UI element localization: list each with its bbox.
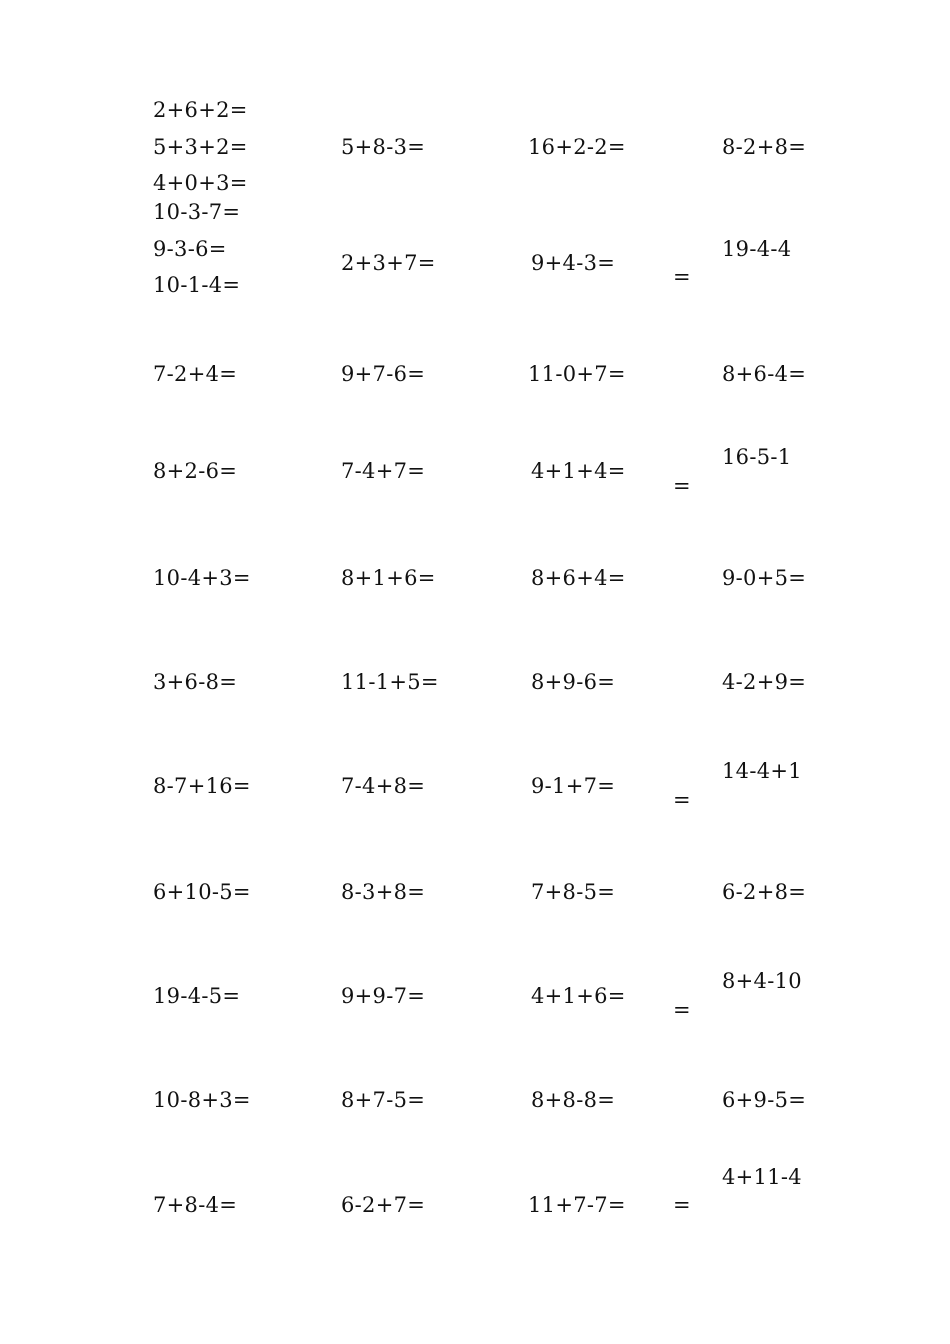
equation: 6+9-5= [722, 1088, 807, 1112]
equation: 4-2+9= [722, 670, 807, 694]
equation: 8-7+16= [153, 774, 251, 798]
equation: 11-1+5= [341, 670, 439, 694]
equation: 7+8-4= [153, 1193, 238, 1217]
equation: 7-2+4= [153, 362, 238, 386]
equation: 4+1+4= [531, 459, 626, 483]
equation: 9+9-7= [341, 984, 426, 1008]
equation: 16+2-2= [528, 135, 626, 159]
equation: 9-3-6= [153, 237, 227, 261]
equation: 10-1-4= [153, 273, 241, 297]
equation: 16-5-1 [722, 445, 792, 469]
equation: 14-4+1 [722, 759, 802, 783]
equation: 8+6-4= [722, 362, 807, 386]
equation: 3+6-8= [153, 670, 238, 694]
equation: 4+0+3= [153, 171, 248, 195]
equation: 11+7-7= [528, 1193, 626, 1217]
equation: 8+9-6= [531, 670, 616, 694]
equation: 9-0+5= [722, 566, 807, 590]
equation: 5+3+2= [153, 135, 248, 159]
equation: 8+7-5= [341, 1088, 426, 1112]
equation: 19-4-4 [722, 237, 792, 261]
equation-equals-sign: = [673, 788, 691, 812]
equation: 19-4-5= [153, 984, 241, 1008]
equation: 7-4+8= [341, 774, 426, 798]
equation-equals-sign: = [673, 1193, 691, 1217]
equation: 8-2+8= [722, 135, 807, 159]
equation: 4+11-4 [722, 1165, 802, 1189]
equation-equals-sign: = [673, 474, 691, 498]
equation: 10-4+3= [153, 566, 251, 590]
equation: 4+1+6= [531, 984, 626, 1008]
equation: 8+8-8= [531, 1088, 616, 1112]
equation-equals-sign: = [673, 265, 691, 289]
equation: 9+7-6= [341, 362, 426, 386]
equation: 9-1+7= [531, 774, 616, 798]
equation: 8+6+4= [531, 566, 626, 590]
equation: 8-3+8= [341, 880, 426, 904]
equation-equals-sign: = [673, 998, 691, 1022]
equation: 6-2+8= [722, 880, 807, 904]
equation: 9+4-3= [531, 251, 616, 275]
equation: 5+8-3= [341, 135, 426, 159]
equation: 8+2-6= [153, 459, 238, 483]
equation: 6+10-5= [153, 880, 251, 904]
equation: 2+3+7= [341, 251, 436, 275]
equation: 10-8+3= [153, 1088, 251, 1112]
equation: 11-0+7= [528, 362, 626, 386]
equation: 7+8-5= [531, 880, 616, 904]
equation: 10-3-7= [153, 200, 241, 224]
equation: 8+1+6= [341, 566, 436, 590]
equation: 7-4+7= [341, 459, 426, 483]
equation: 8+4-10 [722, 969, 802, 993]
equation: 6-2+7= [341, 1193, 426, 1217]
equation: 2+6+2= [153, 98, 248, 122]
